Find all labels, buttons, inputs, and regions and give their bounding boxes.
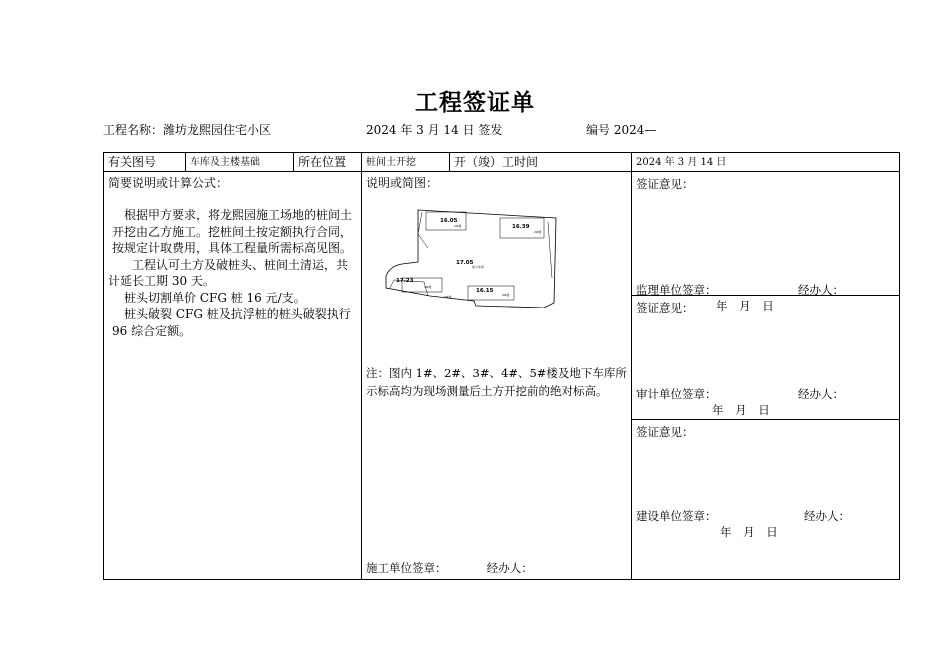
location-value: 桩间土开挖 (362, 153, 450, 172)
location-label: 所在位置 (294, 153, 362, 172)
contractor-signature: 施工单位签章： 经办人： (366, 561, 533, 575)
owner-date: 年 月 日 (720, 525, 778, 539)
building-label-4: 4#楼 (502, 293, 510, 297)
sketch-note: 注：图内 1#、2#、3#、4#、5#楼及地下车库所示标高均为现场测量后土方开挖前的绝对标高。 (366, 366, 627, 398)
garage-label: 地下车库 (472, 265, 485, 269)
drawing-value: 车库及主楼基础 (186, 153, 294, 172)
time-value: 2024 年 3 月 14 日 (632, 153, 900, 172)
description-cell (104, 172, 362, 580)
sketch-cell (362, 172, 632, 580)
owner-handler-label: 经办人： (804, 509, 850, 523)
project-name: 工程名称：潍坊龙熙园住宅小区 (103, 123, 272, 137)
elev-label-4: 17.23 (396, 278, 414, 284)
building-label-5: 5#楼 (444, 295, 452, 299)
supervisor-opinion-label: 签证意见： (636, 177, 694, 191)
supervisor-date: 年 月 日 (716, 299, 774, 313)
elev-label-3: 17.05 (456, 260, 474, 266)
site-plan-sketch (384, 208, 564, 308)
owner-opinion-cell (632, 420, 900, 580)
building-label-2: 2#楼 (534, 230, 542, 234)
time-label: 开（竣）工时间 (450, 153, 632, 172)
supervisor-opinion-cell (632, 172, 900, 313)
audit-opinion-cell (632, 296, 900, 420)
form-number: 编号 2024— (586, 123, 657, 137)
elev-label-1: 16.05 (440, 218, 458, 224)
elev-label-2: 16.39 (512, 224, 530, 230)
audit-opinion-label: 签证意见： (636, 301, 694, 315)
owner-opinion-label: 签证意见： (636, 425, 694, 439)
description-label: 简要说明或计算公式： (108, 176, 229, 190)
supervisor-seal-label: 监理单位签章： (636, 283, 717, 297)
description-p3: 桩头切割单价 CFG 桩 16 元/支。 (124, 290, 306, 305)
building-label-1: 1#楼 (454, 224, 462, 228)
issue-date: 2024 年 3 月 14 日 签发 (366, 123, 503, 137)
audit-date: 年 月 日 (712, 403, 770, 417)
description-p4: 桩头破裂 CFG 桩及抗浮桩的桩头破裂执行 96 综合定额。 (112, 307, 351, 338)
building-label-3: 3#楼 (424, 285, 432, 289)
audit-handler-label: 经办人： (798, 387, 844, 401)
owner-seal-label: 建设单位签章： (636, 509, 717, 523)
header-row (104, 153, 900, 172)
elev-label-5: 16.15 (476, 288, 494, 294)
sketch-label: 说明或简图： (366, 176, 439, 190)
audit-seal-label: 审计单位签章： (636, 387, 717, 401)
supervisor-handler-label: 经办人： (798, 283, 844, 297)
visa-table (103, 152, 900, 580)
description-p2: 工程认可土方及破桩头、桩间土清运，共计延长工期 30 天。 (108, 257, 349, 288)
page-title: 工程签证单 (415, 90, 535, 116)
drawing-label: 有关图号 (104, 153, 186, 172)
description-p1: 根据甲方要求，将龙熙园施工场地的桩间土开挖由乙方施工。挖桩间土按定额执行合同，按规定计取费用，具体工程量所需标高见图。 (112, 208, 353, 255)
